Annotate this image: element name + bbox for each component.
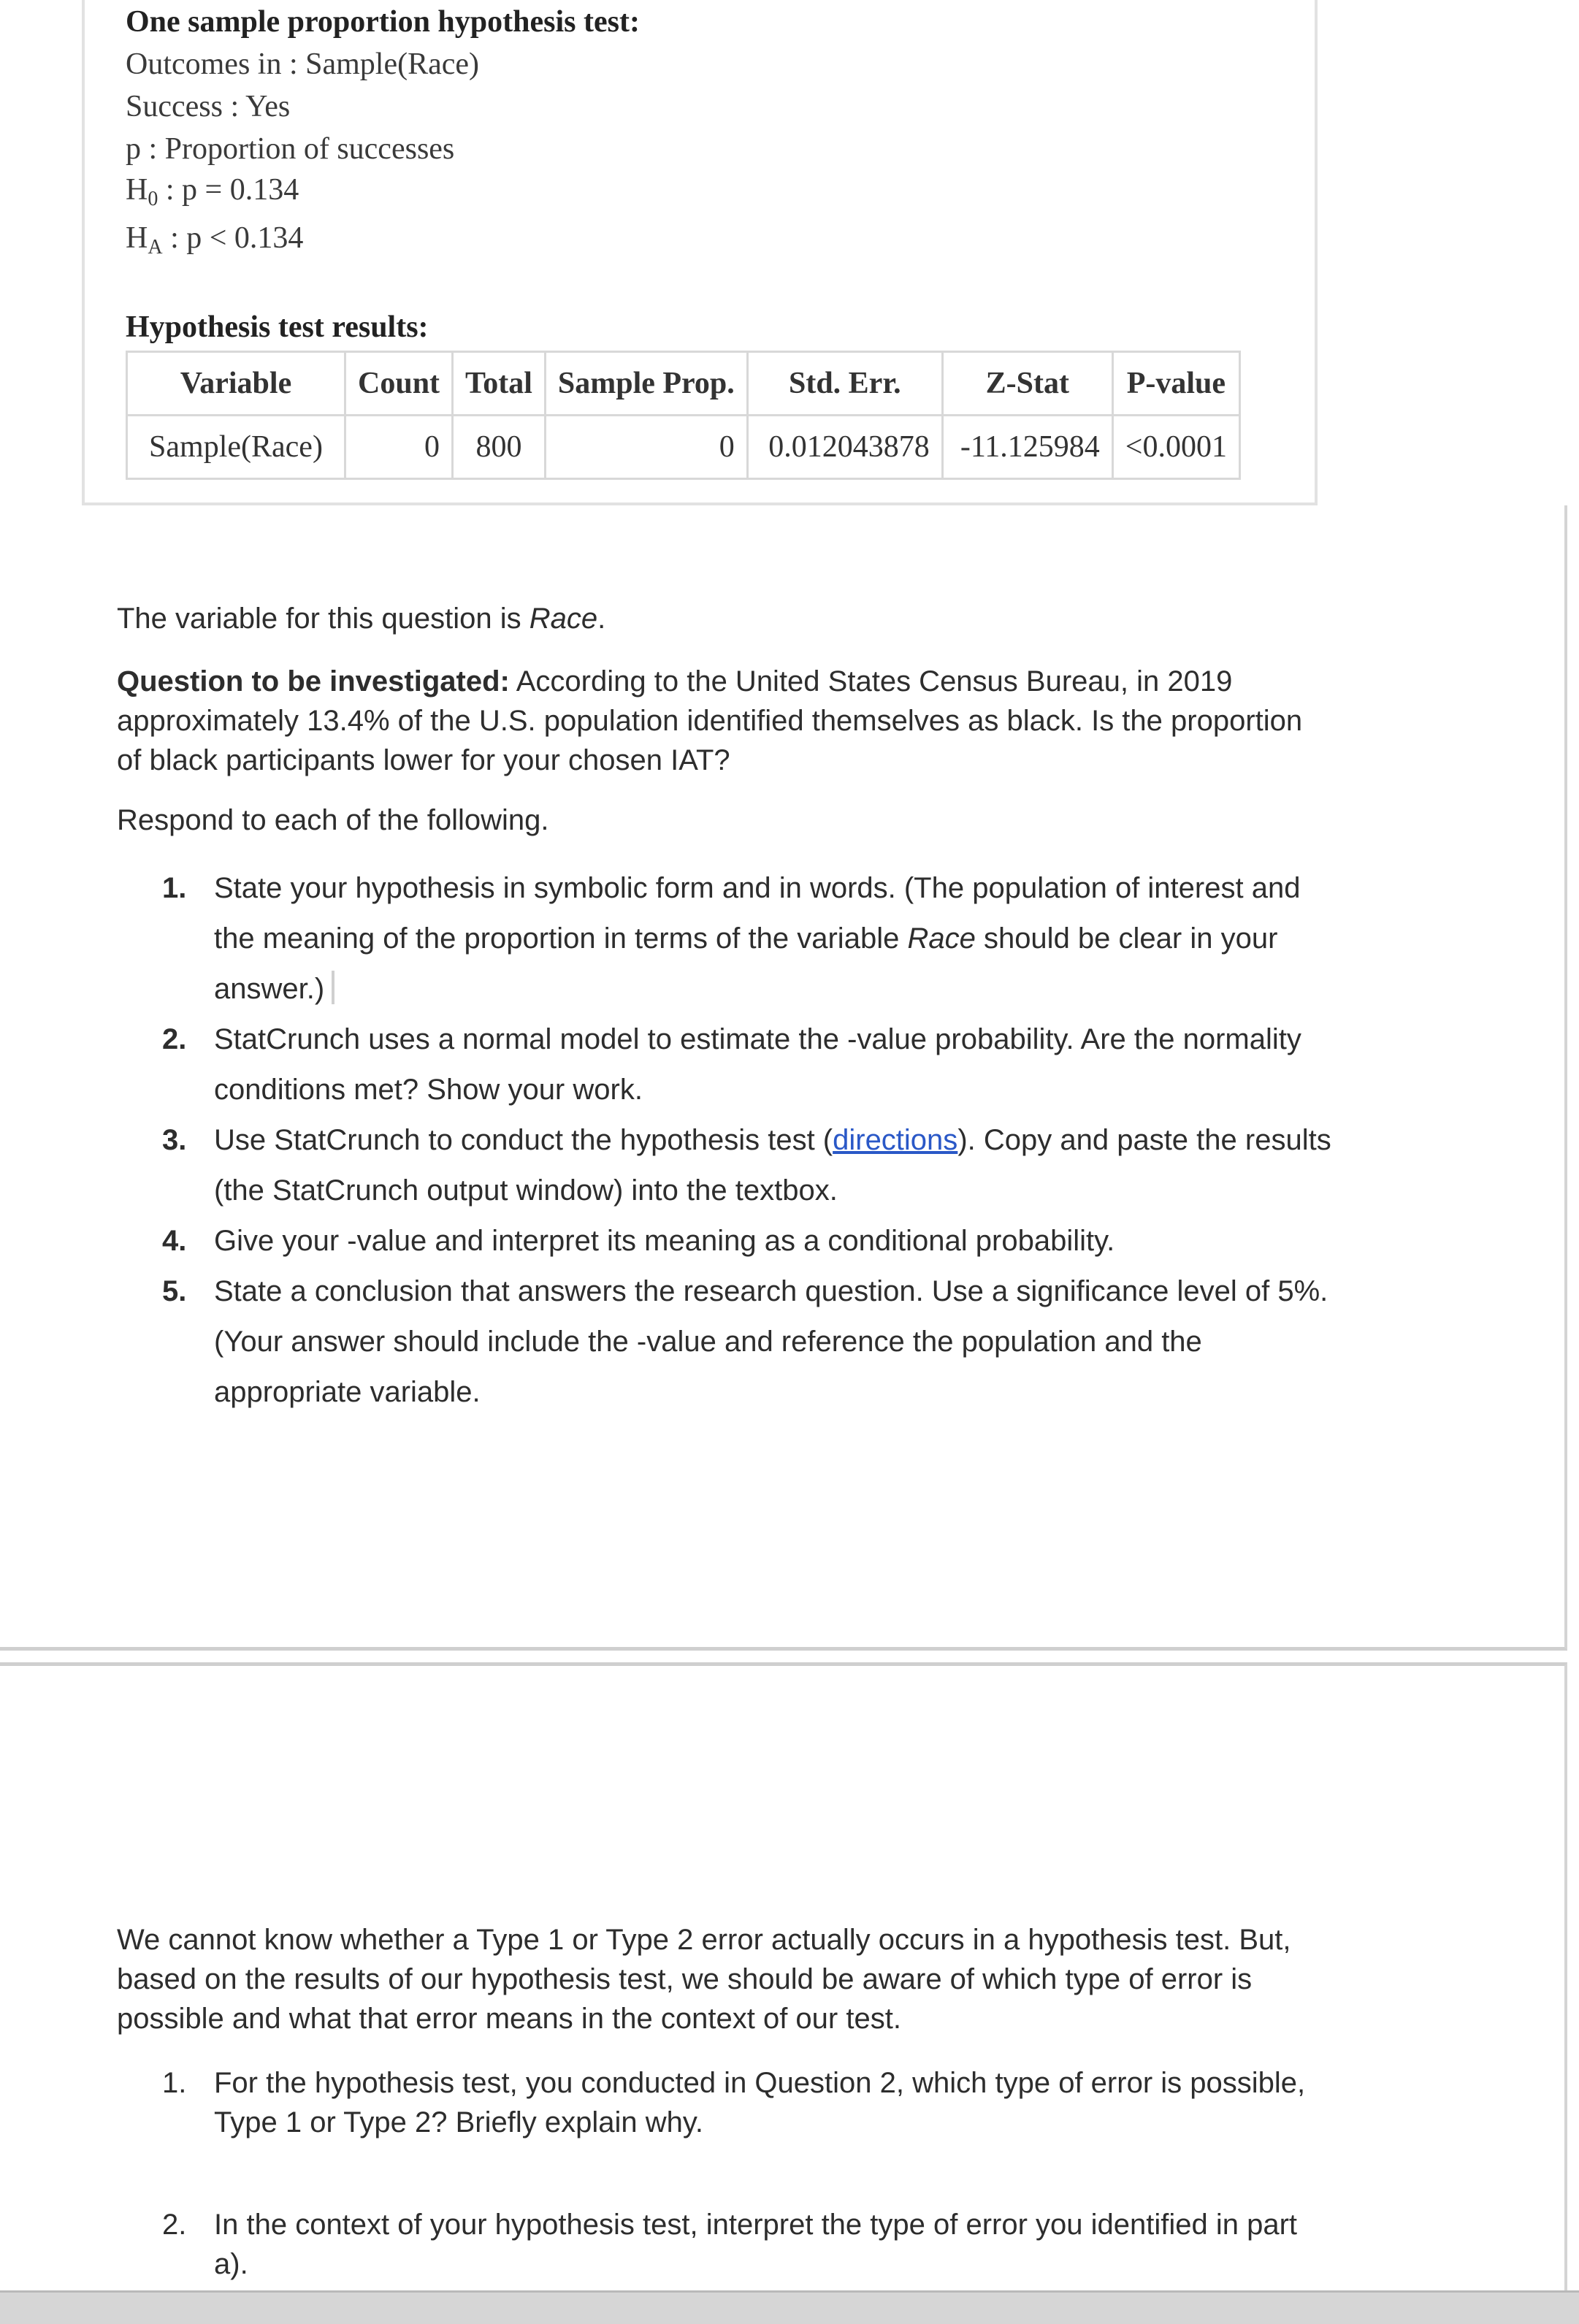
error-question-list [117,2063,1305,2284]
question-panel [0,505,1567,1651]
table-cell: Sample(Race) [127,416,345,479]
column-header: Variable [127,352,345,416]
table-cell: 800 [453,416,546,479]
output-success: Success : Yes [126,90,291,123]
list-item: 2. In the context of your hypothesis test, interpret the type of error you identified in part a). [162,2209,1298,2280]
results-table [126,351,1241,480]
question-investigated: Question to be investigated: According to the United States Census Bureau, in 2019 approximately 13.4% of the U.S. population identified themselves as black. Is the proportion of black participants lower for your chosen IAT? [117,665,1303,776]
table-header-row [127,352,1240,416]
results-title: Hypothesis test results: [126,310,429,344]
list-item: 5. State a conclusion that answers the research question. Use a significance level of 5%. (Your answer should include the -value and reference the population and the appropriate variable. [162,1275,1328,1408]
table-cell: 0 [345,416,453,479]
error-question-panel [0,1662,1567,2290]
output-p-definition: p : Proportion of successes [126,132,455,166]
error-intro: We cannot know whether a Type 1 or Type 2 error actually occurs in a hypothesis test. But, based on the results of our hypothesis test, we should be aware of which type of error is possible and what that error means in the context of our test. [117,1924,1291,2035]
question-list [117,863,1331,1418]
table-cell: -11.125984 [942,416,1112,479]
column-header: Std. Err. [747,352,942,416]
column-header: Sample Prop. [545,352,747,416]
output-title: One sample proportion hypothesis test: [126,5,640,39]
table-cell: 0.012043878 [747,416,942,479]
statcrunch-output-panel [82,0,1318,505]
directions-link[interactable]: directions [833,1124,958,1156]
text-cursor [332,971,334,1004]
table-cell: <0.0001 [1112,416,1239,479]
output-null-hypothesis: $H_0$ : p = 0.134 [126,173,299,210]
bottom-scrollbar[interactable] [0,2290,1579,2324]
column-header: Z-Stat [942,352,1112,416]
table-row [127,416,1240,479]
list-item: 1. For the hypothesis test, you conducted in Question 2, which type of error is possible, Type 1 or Type 2? Briefly explain why. [162,2067,1306,2138]
list-item: 3. Use StatCrunch to conduct the hypothesis test (directions). Copy and paste the results (the StatCrunch output window) into the textbox. [162,1124,1331,1207]
list-item: 4. Give your -value and interpret its meaning as a conditional probability. [162,1225,1115,1257]
variable-statement: The variable for this question is Race. [117,603,606,635]
page-right-edge [1567,0,1579,2290]
column-header: Count [345,352,453,416]
respond-instruction: Respond to each of the following. [117,804,549,836]
output-alt-hypothesis: $H_A$ : p < 0.134 [126,221,304,259]
column-header: Total [453,352,546,416]
list-item: 2. StatCrunch uses a normal model to estimate the -value probability. Are the normality conditions met? Show your work. [162,1023,1301,1106]
output-outcomes: Outcomes in : Sample(Race) [126,47,480,81]
table-cell: 0 [545,416,747,479]
list-item: 1. State your hypothesis in symbolic form and in words. (The population of interest and the meaning of the proportion in terms of the variable Race should be clear in your answer.) [162,872,1301,1005]
column-header: P-value [1112,352,1239,416]
